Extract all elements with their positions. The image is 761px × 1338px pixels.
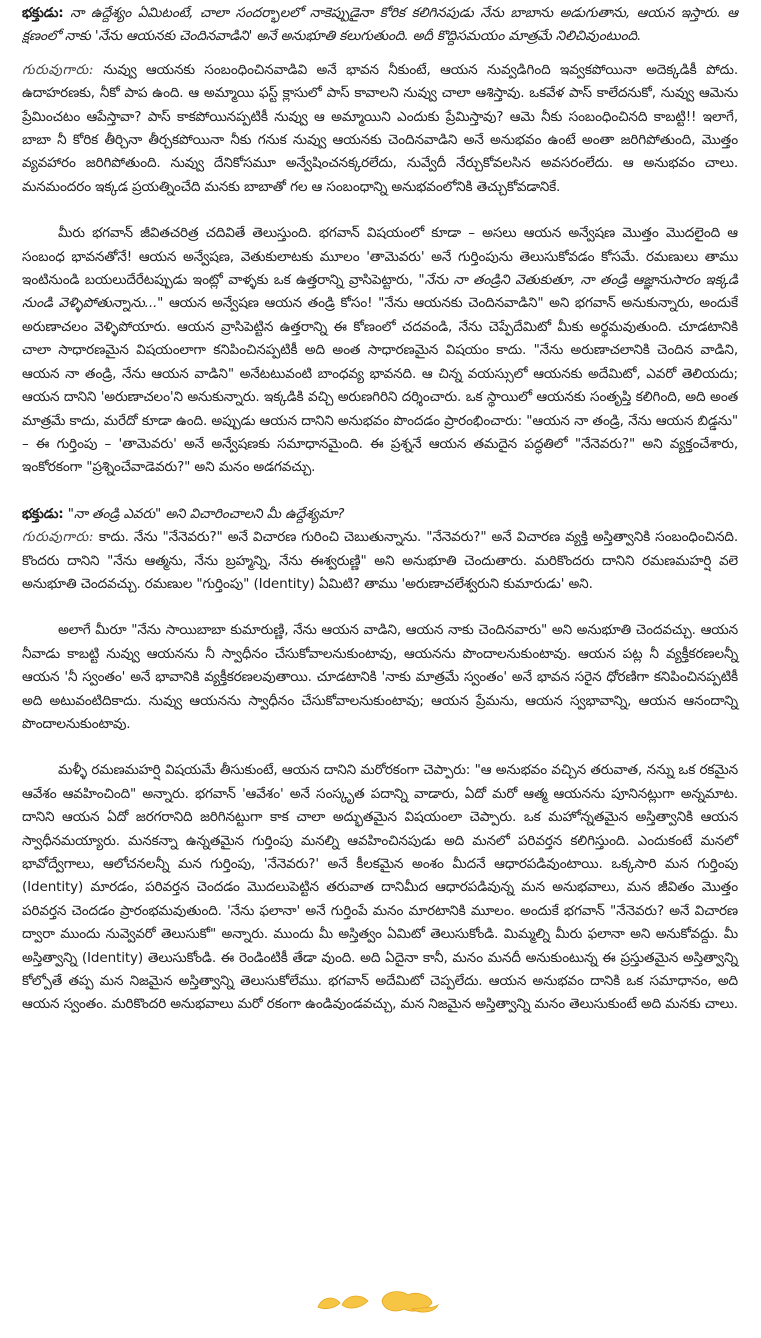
bhagavan-paragraph — [22, 222, 738, 479]
devotee-question-2-text: "నా తండ్రి ఎవరు" అని విచారించాలని మీ ఉద్దేశ్యమా? — [63, 505, 345, 522]
flower-petal-icon — [342, 1296, 368, 1308]
devotee-paragraph-1 — [22, 2, 738, 49]
guru-label-2: గురువుగారు: — [22, 529, 94, 546]
devotee-paragraph-2 — [22, 503, 738, 526]
yellow-flower-ornament — [318, 1292, 438, 1312]
guru-answer-text: నువ్వు ఆయనకు సంబంధించినవాడివి అనే భావన నీకుంటే, ఆయన నువ్వడిగింది ఇవ్వకపోయినా అదెక్కడికీ పోదు. ఉదాహరణకు, నీకో పాప ఉంది. ఆ అమ్మాయి ఫస్ట్ క్లాసులో పాస్ కావాలని నువ్వు చాలా ఆశిస్తావు. ఒకవేళ పాస్ కాలేదనుకో, నువ్వు ఆమెను ప్రేమించటం ఆపేస్తావా? పాస్ కాకపోయినప్పటికీ నువ్వు ఆ అమ్మాయిని ఎందుకు ప్రేమిస్తావు? ఆమె నీకు సంబంధించినది కాబట్టి!! ఇలాగే, బాబా నీ కోరిక తీర్చినా తీర్చకపోయినా నీకు గనుక నువ్వు ఆయనకు చెందినవాడిని అనే అనుభవం ఉంటే అంతా జరిగిపోతుంది, మొత్తం వ్యవహారం జరిగిపోతుంది. నువ్వు దేనికోసమూ అన్వేషించనక్కరలేదు, నువ్వేదీ నేర్చుకోవలసిన అవసరంలేదు. ఆ అనుభవం చాలు. మనమందరం ఇక్కడ ప్రయత్నించేది మనకు బాబాతో గల ఆ సంబంధాన్ని అనుభవంలోనికి తెచ్చుకోవడానికే. — [22, 61, 738, 195]
flower-petal-icon — [318, 1298, 340, 1309]
guru-answer-2-text: కాదు. నేను "నేనెవరు?" అనే విచారణ గురించి చెబుతున్నాను. "నేనెవరు?" అనే విచారణ వ్యక్తి అస్తిత్వానికి సంబంధించినది. కొందరు దానిని "నేను ఆత్మను, నేను బ్రహ్మన్ని, నేను ఈశ్వరుణ్ణి" అని అనుభూతి చెందుతారు. మరికొందరు దానిని రమణమహర్షి వలె అనుభూతి చెందవచ్చు. రమణుల "గుర్తింపు" (Identity) ఏమిటి? తాము 'అరుణాచలేశ్వరుని కుమారుడు' అని. — [22, 529, 738, 592]
guru-label: గురువుగారు: — [22, 61, 94, 78]
flower-ornament-icon — [312, 1287, 442, 1315]
devotee-question-text: నా ఉద్దేశ్యం ఏమిటంటే, చాలా సందర్భాలలో నాకెప్పుడైనా కోరిక కలిగినపుడు నేను బాబాను అడుగుతాను, ఆయన ఇస్తారు. ఆ క్షణంలో నాకు 'నేను ఆయనకు చెందినవాడిని' అనే అనుభూతి కలుగుతుంది. అదీ కొద్దిసమయం మాత్రమే నిలిచివుంటుంది. — [22, 5, 738, 45]
guru-paragraph-1 — [22, 59, 738, 199]
devotee-label-2: భక్తుడు: — [22, 505, 64, 522]
sai-baba-paragraph: అలాగే మీరూ "నేను సాయిబాబా కుమారుణ్ణి, నేను ఆయన వాడిని, ఆయన నాకు చెందినవారు" అని అనుభూతి చెందవచ్చు. ఆయన నీవాడు కాబట్టి నువ్వు ఆయనను నీ స్వాధీనం చేసుకోవాలనుకుంటావు, ఆయనను పొందాలనుకుంటావు. ఆయన పట్ల నీ వ్యక్తీకరణలన్నీ ఆయన 'నీ స్వంతం' అనే భావానికి వ్యక్తీకరణలవుతాయి. చూడటానికి 'నాకు మాత్రమే స్వంతం' అనే భావన సరైన ధోరణిగా కనిపించినప్పటికీ అది అటువంటిదికాదు. నువ్వు ఆయనను స్వాధీనం చేసుకోవాలనుకుంటావు; ఆయన ప్రేమను, ఆయన స్వభావాన్ని, ఆయన ఆనందాన్ని పొందాలనుకుంటావు. — [22, 622, 738, 732]
ramana-paragraph: మళ్ళీ రమణమహర్షి విషయమే తీసుకుంటే, ఆయన దానిని మరోరకంగా చెప్పారు: "ఆ అనుభవం వచ్చిన తరువాత, నన్ను ఒక రకమైన ఆవేశం ఆవహించింది" అన్నారు. భగవాన్ 'ఆవేశం' అనే సంస్కృత పదాన్ని వాడారు, ఏదో మరో ఆత్మ ఆయనను పూనినట్లుగా అన్నమాట. దానిని ఆయన ఏదో జరగరానిది జరిగినట్టుగా కాక చాలా అద్భుతమైన విషయంలా చెప్పారు. ఒక మహోన్నతమైన అస్తిత్వానికి ఆయన స్వాధీనమయ్యారు. మనకన్నా ఉన్నతమైన గుర్తింపు మనల్ని ఆవహించినపుడు అది మనలో పరివర్తన కలిగిస్తుంది. ఎందుకంటే మనలో భావోద్వేగాలు, ఆలోచనలన్నీ మన గుర్తింపు, 'నేనెవరు?' అనే కీలకమైన అంశం మీదనే ఆధారపడివుంటాయి. ఒక్కసారి మన గుర్తింపు (Identity) మారడం, పరివర్తన చెందడం మొదలుపెట్టిన తరువాత దానిమీద ఆధారపడివున్న మన అనుభవాలు, మన జీవితం మొత్తం పరివర్తన చెందడం ప్రారంభమవుతుంది. 'నేను ఫలానా' అనే గుర్తింపే మనం మారటానికి మూలం. అందుకే భగవాన్ "నేనెవరు? అనే విచారణ ద్వారా ముందు నువ్వెవరో తెలుసుకో" అన్నారు. ముందు మీ అస్తిత్వం ఏమిటో తెలుసుకోండి. మిమ్మల్ని మీరు ఫలానా అని అనుకోవద్దు. మీ అస్తిత్వాన్ని (Identity) తెలుసుకోండి. ఈ రెండింటికీ తేడా వుంది. అది ఏదైనా కానీ, మనం మనదీ అనుకుంటున్న ఈ ప్రస్తుతమైన అస్తిత్వాన్ని కోల్పోతే తప్ప మన నిజమైన అస్తిత్వాన్ని తెలుసుకోలేము. భగవాన్ అదేమిటో చెప్పలేదు. ఆయన అనుభవం దానికి ఒక సమాధానం, అది ఆయన స్వంతం. మరికొందరి అనుభవాలు మరో రకంగా ఉండివుండవచ్చు, మన నిజమైన అస్తిత్వాన్ని మనం తెలుసుకుంటే అది మనకు చాలు. — [22, 762, 738, 1013]
bhagavan-letter-quote: "నేను నా తండ్రిని వెతుకుతూ, నా తండ్రి ఆజ్ఞానుసారం ఇక్కడి నుండి వెళ్ళిపోతున్నాను..." — [22, 272, 738, 312]
article — [22, 2, 738, 1017]
guru-paragraph-2 — [22, 526, 738, 596]
bhagavan-text-a: మీరు భగవాన్ జీవితచరిత్ర చదివితే తెలుస్తుంది. భగవాన్ విషయంలో కూడా – అసలు ఆయన అన్వేషణ మొత్తం మొదలైంది ఆ సంబంధ భావనతోనే! ఆయన అన్వేషణ, వెతుకులాటకు మూలం 'తామెవరు' అనే గుర్తింపును తెలుసుకోవడం కోసమే. రమణులు తాము ఇంటినుండి బయలుదేరేటప్పుడు ఇంట్లో వాళ్ళకు ఒక ఉత్తరాన్ని వ్రాసిపెట్టారు, — [22, 225, 738, 289]
devotee-label: భక్తుడు: — [22, 5, 64, 21]
bhagavan-text-b: ఆయన అన్వేషణ ఆయన తండ్రి కోసం! "నేను ఆయనకు చెందినవాడిని" అని భగవాన్ అనుకున్నారు, అందుకే అరుణాచలం వెళ్ళిపోయారు. ఆయన వ్రాసిపెట్టిన ఉత్తరాన్ని ఈ కోణంలో చదవండి, నేను చెప్పేదేమిటో మీకు అర్థమవుతుంది. చూడటానికి చాలా సాధారణమైన విషయంలాగా కనిపించినప్పటికీ అది అంత సాధారణమైన విషయం కాదు. "నేను అరుణాచలానికి చెందిన వాడిని, ఆయన నా తండ్రి, నేను ఆయన వాడిని" అనేటటువంటి బాంధవ్య భావనది. ఆ చిన్న వయస్సులో ఆయనకు అదేమిటో, ఎవరో తెలియదు; ఆయన దానిని 'అరుణాచలం'ని అనుకున్నారు. ఇక్కడికి వచ్చి అరుణగిరిని దర్శించారు. ఒక స్థాయిలో ఆయనకు సంతృప్తి కలిగింది, అది అంత మాత్రమే కాదు, మరేదో కూడా ఉంది. అప్పుడు ఆయన దానిని అనుభవం పొందడం ప్రారంభించారు: "ఆయన నా తండ్రి, నేను ఆయన బిడ్డను" – ఈ గుర్తింపు – 'తామెవరు' అనే అన్వేషణకు సమాధానమైంది. ఈ ప్రశ్ననే ఆయన తమదైన పద్ధతిలో "నేనెవరు?" అని వ్యక్తంచేశారు, ఇంకోరకంగా "ప్రశ్నించేవాడెవరు?" అని మనం అడగవచ్చు. — [22, 295, 738, 476]
